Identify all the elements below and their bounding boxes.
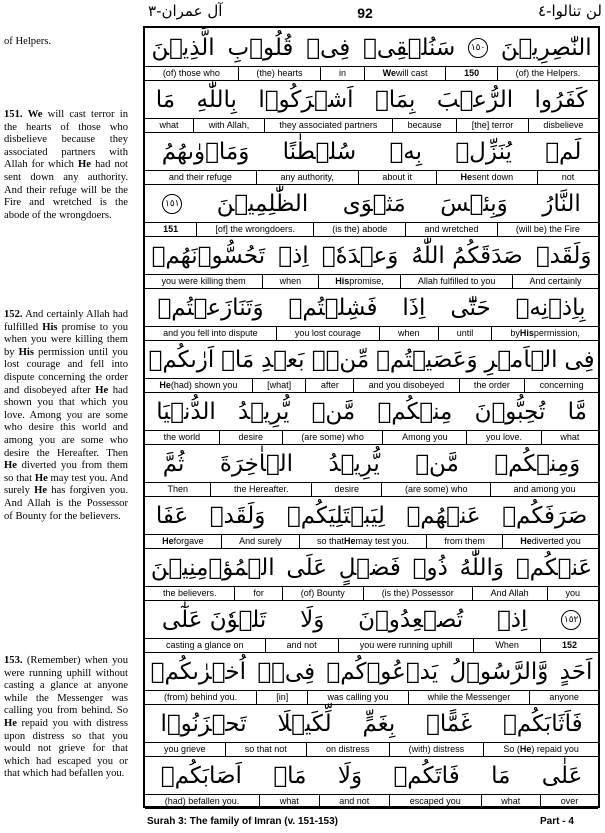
- gloss-cell: He diverted you: [502, 535, 598, 548]
- gloss-cell: you grieve: [164, 744, 206, 754]
- arabic-word: ذُوۡ: [412, 555, 448, 581]
- arabic-line: [145, 136, 598, 168]
- gloss-cell: you love.: [466, 431, 540, 444]
- arabic-word: تَحۡزَنُوۡا: [160, 711, 247, 737]
- arabic-word: مَّا: [567, 399, 587, 425]
- arabic-word: بِاِذۡنِهٖ: [515, 295, 586, 321]
- arabic-line: [145, 500, 598, 532]
- arabic-word: وَلَا: [300, 607, 325, 633]
- gloss-cell: [in]: [256, 691, 307, 704]
- gloss-cell: and not: [319, 795, 390, 808]
- arabic-word: بِاللّٰهِ: [196, 87, 237, 113]
- gloss-cell: after: [305, 379, 353, 392]
- gloss-cell: Then: [167, 484, 188, 494]
- arabic-word: مَا: [155, 87, 176, 113]
- gloss-cell: any authority,: [256, 171, 358, 184]
- arabic-word: اَصَابَكُمۡ: [160, 763, 242, 789]
- arabic-line: [145, 708, 598, 740]
- gloss-cell: you were killing them: [161, 276, 246, 286]
- gloss-cell: And certainly: [512, 275, 598, 288]
- gloss-cell: with Allah,: [193, 119, 264, 132]
- gloss-cell: so that not: [225, 743, 306, 756]
- gloss-cell: He forgave: [162, 536, 204, 546]
- arabic-word: فِىۡۤ: [257, 659, 316, 685]
- arabic-word: وَلَقَدۡ: [535, 243, 592, 269]
- arabic-word: تَلۡوٗنَ عَلٰٓى: [161, 607, 267, 633]
- gloss-row: [145, 586, 598, 601]
- arabic-word: عَنۡهُمۡ: [406, 503, 481, 529]
- arabic-word: مَثۡوَى: [342, 191, 406, 217]
- arabic-word: وَبِئۡسَ: [440, 191, 508, 217]
- gloss-row: [145, 170, 598, 185]
- arabic-word: اَرٰٮكُمۡ: [148, 347, 215, 373]
- arabic-word: يَدۡعُوۡكُمۡ: [326, 659, 439, 685]
- arabic-word: مِنۡكُمۡ: [377, 399, 453, 425]
- arabic-word: الدُّنۡيَا: [156, 399, 216, 425]
- arabic-word: الظّٰلِمِيۡنَ: [216, 191, 309, 217]
- gloss-cell: And surely: [221, 535, 299, 548]
- arabic-word: النّٰصِرِیۡنَ: [500, 35, 592, 61]
- gloss-cell: casting a glance on: [166, 640, 244, 650]
- gloss-cell: and you fell into dispute: [163, 328, 258, 338]
- arabic-word: مَا: [491, 763, 511, 789]
- gloss-cell: And Allah: [472, 587, 547, 600]
- translation-continuation: of Helpers.: [4, 36, 52, 47]
- gloss-cell: you lost courage: [276, 327, 379, 340]
- arabic-line: [145, 760, 598, 792]
- gloss-cell: desire: [311, 483, 381, 496]
- gloss-cell: He sent down: [436, 171, 537, 184]
- ayah-number-marker: ١٥١: [162, 194, 182, 214]
- gloss-row: [145, 482, 598, 497]
- gloss-cell: while the Messenger: [408, 691, 530, 704]
- gloss-cell: [the] terror: [456, 119, 528, 132]
- page-number: 92: [357, 5, 373, 21]
- gloss-row: [145, 638, 598, 653]
- gloss-cell: by His permission,: [491, 327, 598, 340]
- arabic-line: [145, 188, 598, 220]
- arabic-word: عَلَى: [286, 555, 327, 581]
- arabic-word: صَرَفَكُمۡ: [502, 503, 588, 529]
- arabic-word: مَّنۡ: [415, 451, 459, 477]
- arabic-word: اَشۡرَكُوۡا: [258, 87, 354, 113]
- gloss-cell: in: [320, 67, 364, 80]
- arabic-word: ثُمَّ: [162, 451, 185, 477]
- arabic-word: بِهٖ: [389, 139, 423, 165]
- arabic-word: الۡمُؤۡمِنِيۡنَ: [150, 555, 275, 581]
- arabic-word: اُخۡرٰٮكُمۡ: [150, 659, 246, 685]
- translation-column: [0, 0, 137, 833]
- ayah-number-marker: ١٥٠: [468, 38, 488, 58]
- gloss-cell: over: [540, 795, 598, 808]
- arabic-word: وَتَنَازَعۡتُمۡ: [157, 295, 264, 321]
- gloss-cell: and you disobeyed: [353, 379, 458, 392]
- gloss-cell: what: [259, 795, 318, 808]
- arabic-word: فِیۡ: [306, 35, 351, 61]
- gloss-cell: about it: [358, 171, 436, 184]
- arabic-word: النَّارُ: [542, 191, 581, 217]
- arabic-word: مَّنۡ: [311, 399, 356, 425]
- arabic-word: الرُّعۡبَ: [436, 87, 514, 113]
- gloss-cell: He (had) shown you: [159, 380, 238, 390]
- ayah-number-marker: ١٥٢: [561, 610, 581, 630]
- arabic-word: تُصۡعِدُوۡنَ: [358, 607, 464, 633]
- word-by-word-frame: [143, 26, 600, 808]
- gloss-cell: (with) distress: [389, 743, 484, 756]
- gloss-row: [145, 742, 598, 757]
- arabic-word: اِذۡ: [496, 607, 528, 633]
- gloss-cell: the believers.: [162, 588, 217, 598]
- gloss-cell: (of) those who: [162, 68, 220, 78]
- arabic-word: الۡاٰخِرَةَ: [219, 451, 294, 477]
- footer-surah-title: Surah 3: The family of Imran (v. 151-153): [147, 816, 338, 827]
- gloss-cell: because: [392, 119, 456, 132]
- arabic-word: تُحِبُّوۡنَ: [474, 399, 546, 425]
- arabic-line: [145, 396, 598, 428]
- gloss-cell: (from) behind you.: [164, 692, 238, 702]
- arabic-word: سَنُلۡقِیۡ: [363, 35, 456, 61]
- gloss-cell: Among you: [382, 431, 466, 444]
- gloss-cell: the Hereafter.: [210, 483, 311, 496]
- arabic-word: فَاتَكُمۡ: [393, 763, 460, 789]
- footer-part: Part - 4: [540, 816, 574, 827]
- gloss-cell: When: [473, 639, 540, 652]
- gloss-cell: until: [438, 327, 492, 340]
- gloss-row: [145, 66, 598, 81]
- arabic-word: وَلَا: [337, 763, 363, 789]
- gloss-cell: concerning: [524, 379, 598, 392]
- arabic-word: عَلٰى: [541, 763, 583, 789]
- gloss-cell: you: [547, 587, 598, 600]
- gloss-row: [145, 378, 598, 393]
- gloss-cell: [of] the wrongdoers.: [196, 223, 313, 236]
- gloss-cell: anyone: [529, 691, 598, 704]
- gloss-cell: and not: [265, 639, 338, 652]
- gloss-cell: (of) Bounty: [282, 587, 363, 600]
- gloss-cell: (is the) Possessor: [363, 587, 472, 600]
- gloss-cell: when: [262, 275, 318, 288]
- gloss-cell: from them: [426, 535, 502, 548]
- gloss-cell: (the) hearts: [238, 67, 321, 80]
- arabic-word: اِذۡ: [278, 243, 309, 269]
- gloss-cell: for: [234, 587, 281, 600]
- gloss-cell: (had) befallen you.: [164, 796, 240, 806]
- header-juz-name: لن تنالوا-٤: [538, 2, 602, 20]
- arabic-word: مَاۤ: [273, 763, 307, 789]
- gloss-cell: not: [537, 171, 598, 184]
- arabic-word: لِيَبۡتَلِيَكُمۡ: [286, 503, 385, 529]
- arabic-word: وَّالرَّسُوۡلُ: [449, 659, 549, 685]
- gloss-cell: (are some) who: [282, 431, 383, 444]
- translation-verse-151: 151. We will cast terror in the hearts of those who disbelieve because they associated partners with Allah for which He had not sent down any authority. And their refuge will be the Fire and wretched is the abode of the wrongdoers.: [4, 109, 128, 221]
- gloss-cell: His promise,: [318, 275, 401, 288]
- arabic-line: [145, 552, 598, 584]
- gloss-cell: disbelieve: [528, 119, 598, 132]
- gloss-cell: what: [159, 120, 179, 130]
- gloss-cell: escaped you: [389, 795, 481, 808]
- gloss-row: [145, 274, 598, 289]
- gloss-cell: on distress: [306, 743, 389, 756]
- gloss-row: [145, 534, 598, 549]
- translation-verse-152: 152. And certainly Allah had fulfilled His promise to you when you were killing them by His permission until you lost courage and fell into dispute concerning the order and disobeyed after He had shown you that which you love. Among you are some who desire this world and among you are some who desire the Hereafter. Then He diverted you from them so that He may test you. And surely He has forgiven you. And Allah is the Possessor of Bounty for the believers.: [4, 309, 128, 522]
- gloss-cell: (of) the Helpers.: [497, 67, 598, 80]
- gloss-cell: was calling you: [307, 691, 407, 704]
- gloss-cell: (will be) the Fire: [497, 223, 598, 236]
- arabic-word: عَفَا: [155, 503, 189, 529]
- arabic-word: غَمًّاۢ: [426, 711, 473, 737]
- arabic-word: الۡاَمۡرِ: [484, 347, 558, 373]
- arabic-word: كَفَرُوا: [534, 87, 588, 113]
- gloss-cell: and wretched: [405, 223, 496, 236]
- gloss-cell: when: [379, 327, 438, 340]
- arabic-word: الَّذِیۡنَ: [151, 35, 215, 61]
- gloss-row: [145, 690, 598, 705]
- gloss-cell: [what]: [252, 379, 306, 392]
- arabic-word: فِى: [564, 347, 595, 373]
- gloss-cell: and among you: [490, 483, 598, 496]
- arabic-word: بِمَاۤ: [374, 87, 416, 113]
- arabic-word: يُّرِيۡدُ: [328, 451, 380, 477]
- arabic-word: فَشِلۡتُمۡ: [288, 295, 378, 321]
- arabic-word: اِذَا: [402, 295, 426, 321]
- arabic-line: [145, 604, 598, 636]
- arabic-word: وَعۡدَهٗۤ: [321, 243, 399, 269]
- gloss-cell: the world: [163, 432, 201, 442]
- arabic-line: [145, 292, 598, 324]
- arabic-word: تَحُسُّوۡنَهُمۡ: [151, 243, 266, 269]
- gloss-cell: they associated partners: [264, 119, 392, 132]
- arabic-word: بِغَمٍّ: [362, 711, 396, 737]
- gloss-cell: and their refuge: [168, 172, 232, 182]
- arabic-line: [145, 32, 598, 64]
- arabic-line: [145, 448, 598, 480]
- gloss-cell: so that He may test you.: [299, 535, 426, 548]
- arabic-word: وَعَصَيۡتُمۡ: [376, 347, 478, 373]
- arabic-word: فَضۡلٍ: [338, 555, 401, 581]
- arabic-word: وَلَقَدۡ: [209, 503, 266, 529]
- arabic-word: مَاۤ: [221, 347, 255, 373]
- arabic-word: يُنَزِّلۡ: [455, 139, 512, 165]
- gloss-row: [145, 794, 598, 809]
- gloss-row: [145, 430, 598, 445]
- arabic-word: وَاللّٰهُ: [459, 555, 505, 581]
- arabic-line: [145, 84, 598, 116]
- arabic-word: قُلُوۡبِ: [227, 35, 294, 61]
- gloss-cell: Allah fulfilled to you: [400, 275, 512, 288]
- arabic-word: لِّكَيۡلَا: [277, 711, 332, 737]
- arabic-line: [145, 240, 598, 272]
- gloss-cell: 151: [163, 224, 179, 234]
- gloss-cell: So ( He ) repaid you: [483, 743, 598, 756]
- gloss-cell: the order: [459, 379, 525, 392]
- arabic-word: يُّرِيۡدُ: [238, 399, 290, 425]
- arabic-word: سُلۡطٰنًا: [282, 139, 357, 165]
- arabic-word: اَحَدٍ: [559, 659, 593, 685]
- gloss-cell: what: [481, 795, 540, 808]
- translation-verse-153: 153. (Remember) when you were running uphill without casting a glance at anyone while the Messenger was calling you from behind. So He repaid you with distress upon distress so that you would not grieve for that which had escaped you or that which had befallen you.: [4, 655, 128, 780]
- gloss-row: [145, 326, 598, 341]
- arabic-word: لَمۡ: [545, 139, 582, 165]
- gloss-cell: We will cast: [364, 67, 445, 80]
- arabic-word: حَتّٰٓى: [450, 295, 491, 321]
- gloss-cell: (is the) abode: [313, 223, 405, 236]
- gloss-row: [145, 118, 598, 133]
- gloss-row: [145, 222, 598, 237]
- arabic-word: صَدَقَكُمُ اللّٰهُ: [411, 243, 523, 269]
- arabic-line: [145, 656, 598, 688]
- gloss-cell: you were running uphill: [338, 639, 474, 652]
- gloss-cell: desire: [219, 431, 282, 444]
- header-surah-name: آل عمران-٣: [148, 2, 223, 20]
- arabic-word: عَنۡكُمۡ: [515, 555, 593, 581]
- gloss-cell: (are some) who: [381, 483, 490, 496]
- arabic-word: وَمَاۡوٰٮهُمُ: [161, 139, 250, 165]
- arabic-line: [145, 344, 598, 376]
- arabic-word: مِّنۡۢ بَعۡدِ: [261, 347, 370, 373]
- arabic-word: فَاَثَابَكُمۡ: [502, 711, 583, 737]
- gloss-cell: 152: [540, 639, 598, 652]
- gloss-cell: 150: [445, 67, 497, 80]
- arabic-word: وَمِنۡكُمۡ: [494, 451, 581, 477]
- gloss-cell: what: [541, 431, 598, 444]
